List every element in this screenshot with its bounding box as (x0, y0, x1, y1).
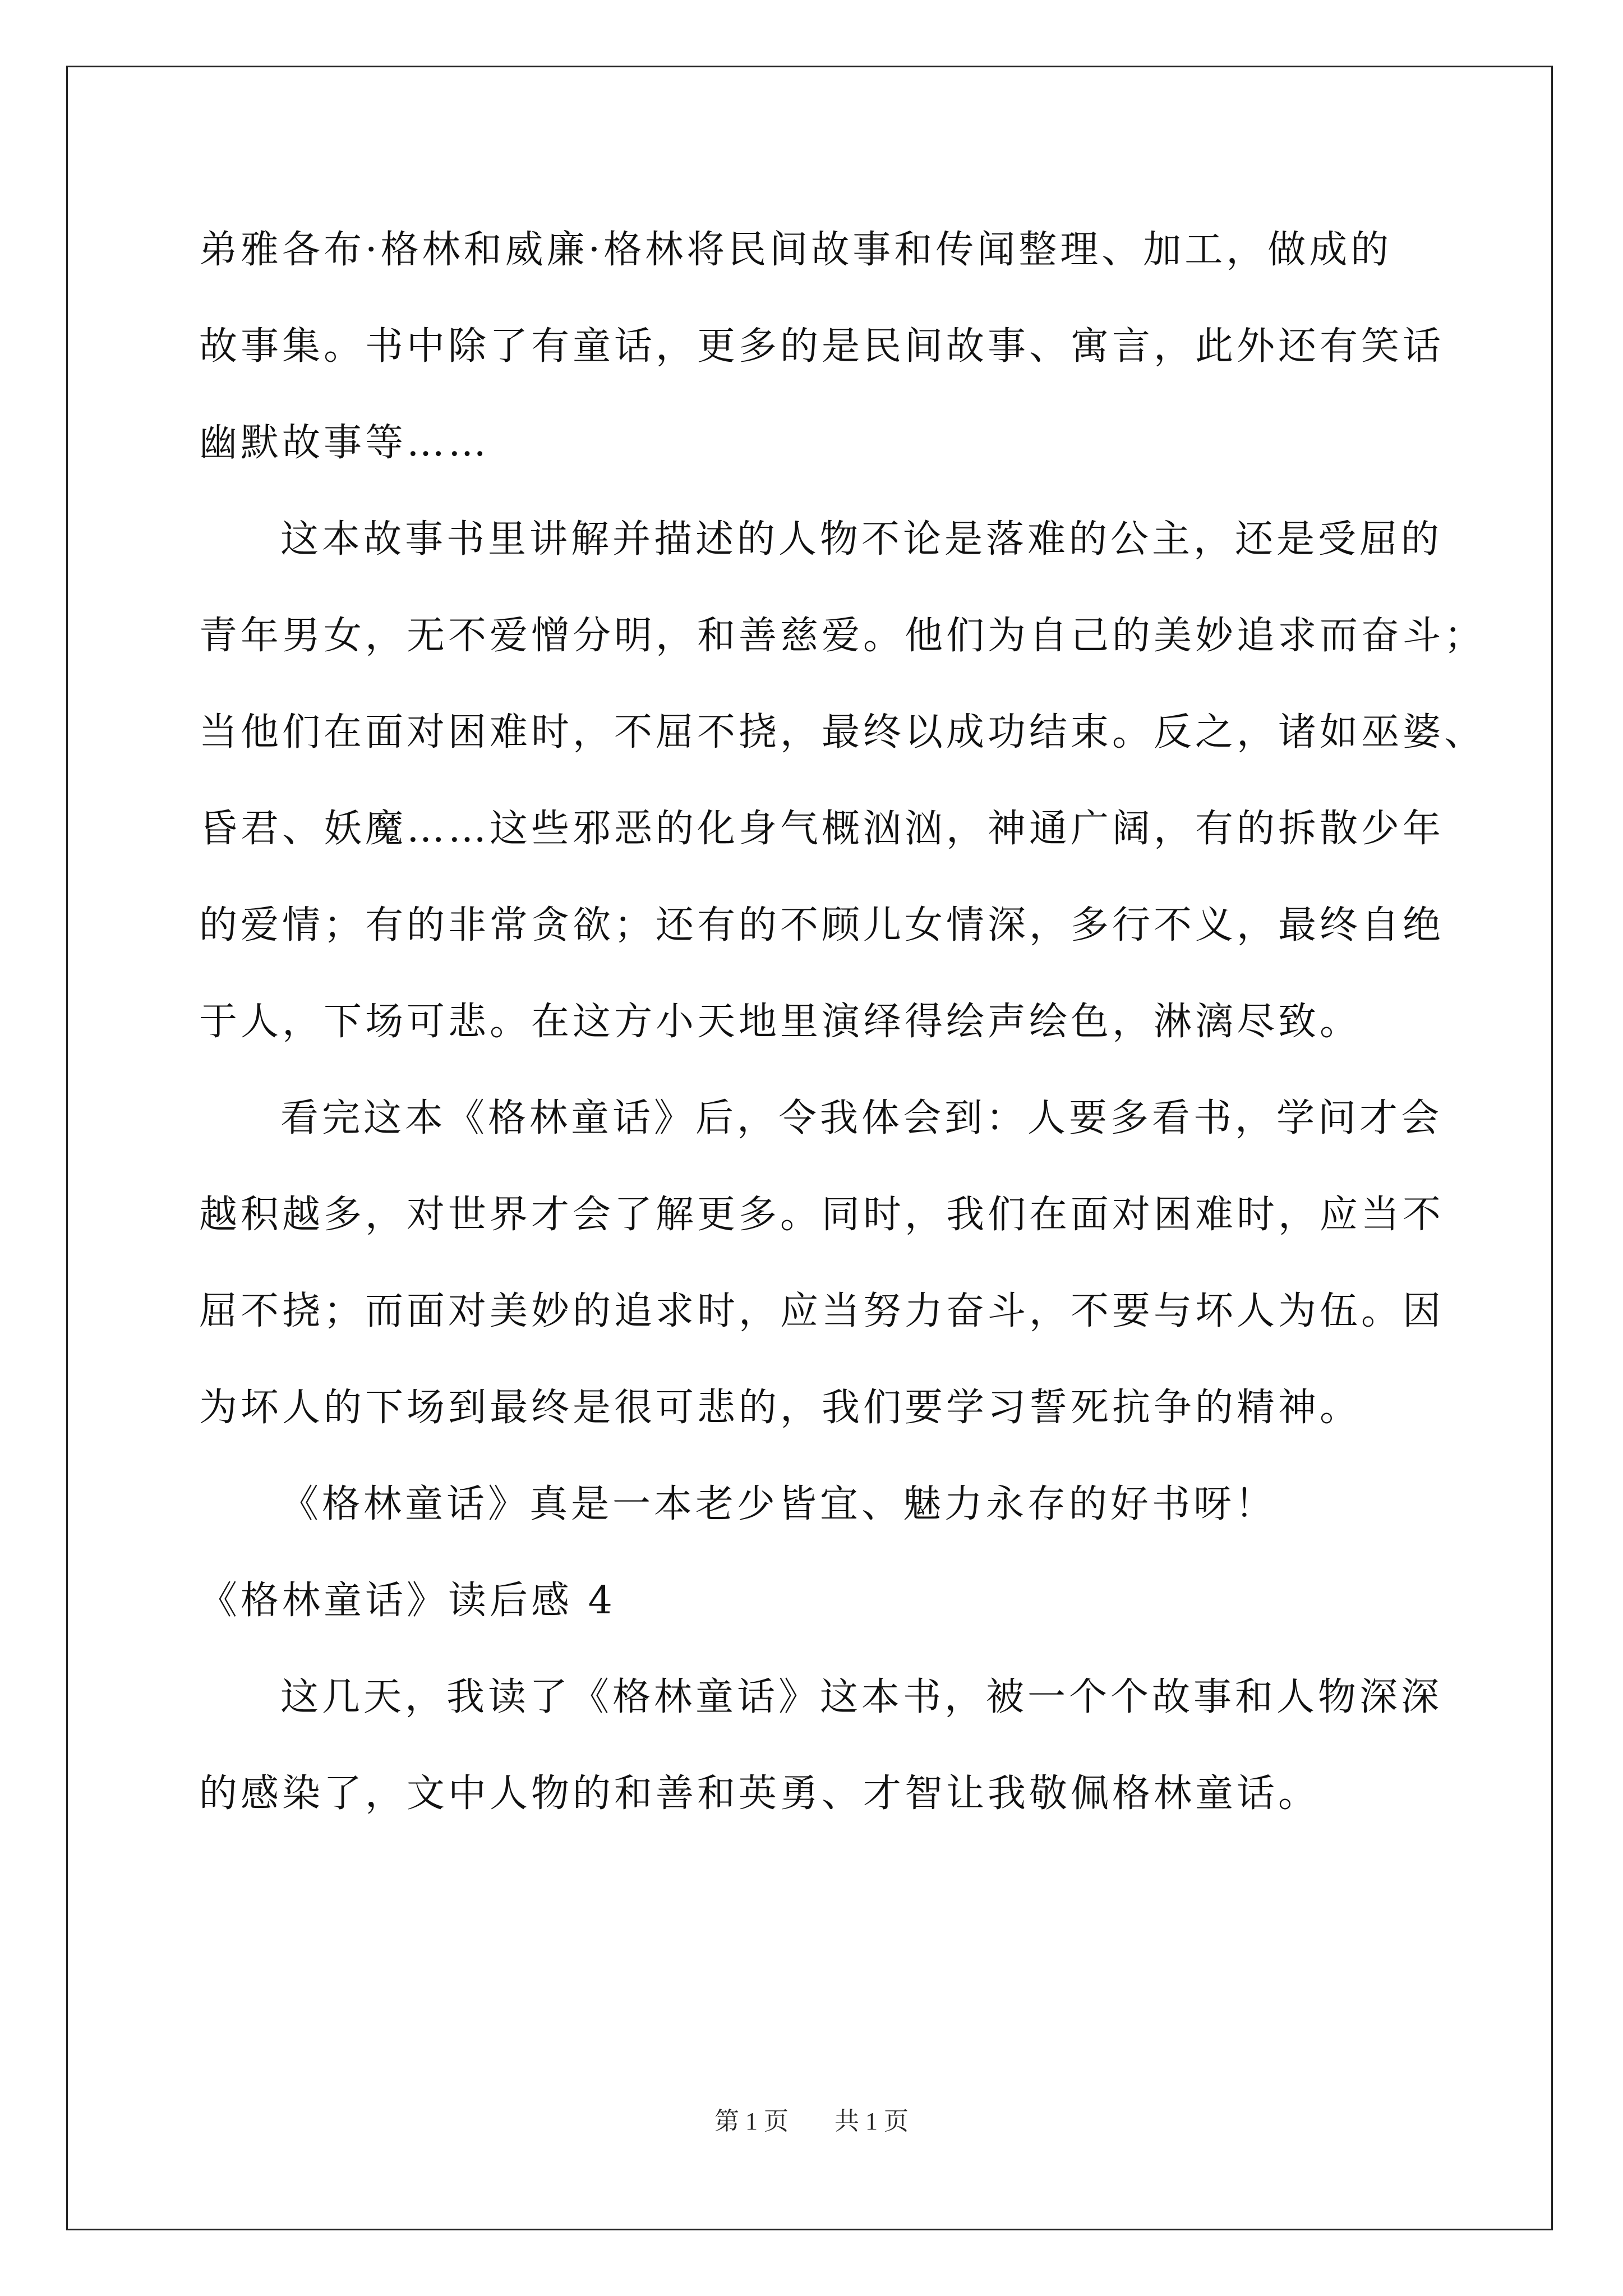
paragraph-start-line: 这几天，我读了《格林童话》这本书，被一个个故事和人物深深 (280, 1675, 1443, 1719)
text-line: 的爱情；有的非常贪欲；还有的不顾儿女情深，多行不义，最终自绝 (199, 903, 1445, 947)
paragraph-start-line: 这本故事书里讲解并描述的人物不论是落难的公主，还是受屈的 (280, 517, 1443, 562)
text-line: 的感染了，文中人物的和善和英勇、才智让我敬佩格林童话。 (199, 1772, 1320, 1816)
text-line: 屈不挠；而面对美妙的追求时，应当努力奋斗，不要与坏人为伍。因 (199, 1289, 1445, 1333)
text-line: 故事集。书中除了有童话，更多的是民间故事、寓言，此外还有笑话 (199, 324, 1445, 369)
text-line: 越积越多，对世界才会了解更多。同时，我们在面对困难时，应当不 (199, 1193, 1445, 1237)
page-total: 共 1 页 (834, 2108, 909, 2135)
text-line: 幽默故事等…… (199, 421, 490, 465)
page-footer (0, 2101, 1623, 2137)
text-line: 昏君、妖魔……这些邪恶的化身气概汹汹，神通广阔，有的拆散少年 (199, 807, 1445, 851)
text-line: 弟雅各布·格林和威廉·格林将民间故事和传闻整理、加工，做成的 (199, 228, 1393, 272)
text-line: 青年男女，无不爱憎分明，和善慈爱。他们为自己的美妙追求而奋斗； (199, 614, 1486, 658)
document-body (199, 202, 1486, 1842)
paragraph-start-line: 《格林童话》真是一本老少皆宜、魅力永存的好书呀！ (280, 1482, 1277, 1526)
page-number: 第 1 页 (714, 2108, 789, 2135)
text-line: 为坏人的下场到最终是很可悲的，我们要学习誓死抗争的精神。 (199, 1386, 1362, 1430)
section-heading: 《格林童话》读后感 4 (199, 1579, 616, 1623)
text-line: 于人，下场可悲。在这方小天地里演绎得绘声绘色，淋漓尽致。 (199, 1000, 1362, 1044)
paragraph-start-line: 看完这本《格林童话》后，令我体会到：人要多看书，学问才会 (280, 1096, 1443, 1140)
text-line: 当他们在面对困难时，不屈不挠，最终以成功结束。反之，诸如巫婆、 (199, 710, 1486, 754)
